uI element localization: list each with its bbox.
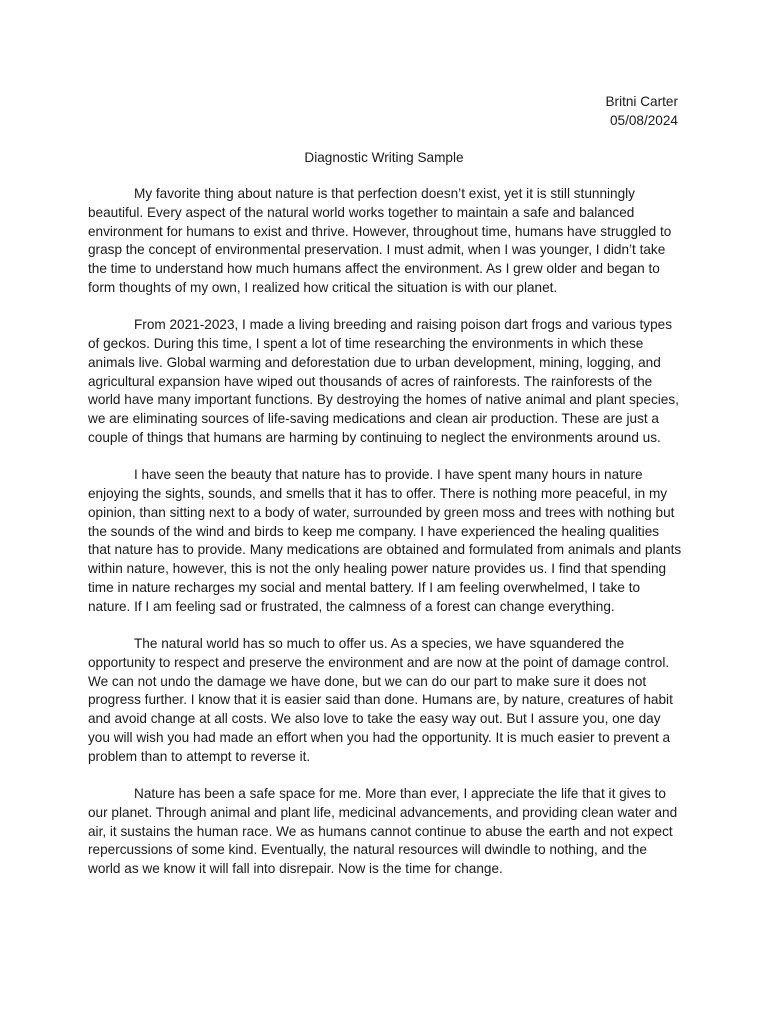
paragraph-3: I have seen the beauty that nature has to provide. I have spent many hours in nature enjoying the sights, sounds, and smells that it has to offer. There is nothing more peaceful, in my opinion, than sitting next to a body of water, surrounded by green moss and trees with nothing but the sounds of the wind and birds to keep me company. I have experienced the healing qualities that nature has to provide. Many medications are obtained and formulated from animals and plants within nature, however, this is not the only healing power nature provides us. I find that spending time in nature recharges my social and mental battery. If I am feeling overwhelmed, I take to nature. If I am feeling sad or frustrated, the calmness of a forest can change everything. bbox=[88, 467, 682, 614]
paragraph-4: The natural world has so much to offer us. As a species, we have squandered the opportunity to respect and preserve the environment and are now at the point of damage control. We can not undo the damage we have done, but we can do our part to make sure it does not progress further. I know that it is easier said than done. Humans are, by nature, creatures of habit and avoid change at all costs. We also love to take the easy way out. But I assure you, one day you will wish you had made an effort when you had the opportunity. It is much easier to prevent a problem than to attempt to reverse it. bbox=[88, 636, 673, 764]
author-name: Britni Carter bbox=[605, 94, 678, 109]
document-date: 05/08/2024 bbox=[609, 113, 678, 128]
paragraph-1: My favorite thing about nature is that perfection doesn’t exist, yet it is still stunningly beautiful. Every aspect of the natural world works together to maintain a safe and balanced environment for humans to exist and thrive. However, throughout time, humans have struggled to grasp the concept of environmental preservation. I must admit, when I was younger, I didn’t take the time to understand how much humans affect the environment. As I grew older and began to form thoughts of my own, I realized how critical the situation is with our planet. bbox=[88, 186, 672, 295]
document-title: Diagnostic Writing Sample bbox=[304, 150, 464, 165]
author-header bbox=[605, 92, 678, 130]
document-body bbox=[88, 185, 682, 879]
paragraph-2: From 2021-2023, I made a living breeding and raising poison dart frogs and various types of geckos. During this time, I spent a lot of time researching the environments in which these animals live. Global warming and deforestation due to urban development, mining, logging, and agricultural expansion have wiped out thousands of acres of rainforests. The rainforests of the world have many important functions. By destroying the homes of native animal and plant species, we are eliminating sources of life-saving medications and clean air production. These are just a couple of things that humans are harming by continuing to neglect the environments around us. bbox=[88, 317, 679, 445]
paragraph-5: Nature has been a safe space for me. More than ever, I appreciate the life that it gives to our planet. Through animal and plant life, medicinal advancements, and providing clean water and air, it sustains the human race. We as humans cannot continue to abuse the earth and not expect repercussions of some kind. Eventually, the natural resources will dwindle to nothing, and the world as we know it will fall into disrepair. Now is the time for change. bbox=[88, 786, 678, 876]
